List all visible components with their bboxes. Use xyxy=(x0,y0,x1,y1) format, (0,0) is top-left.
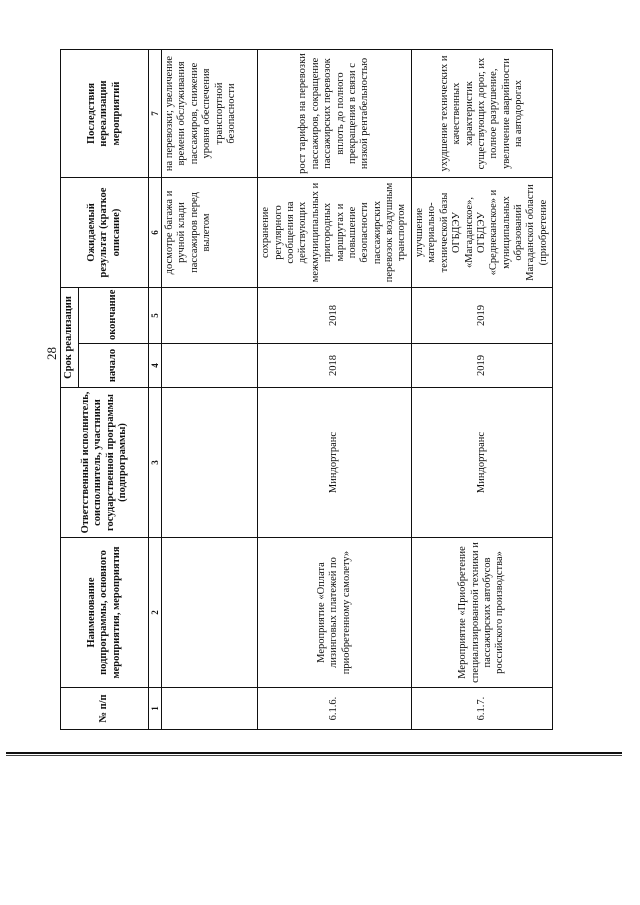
rotated-table-wrapper xyxy=(60,50,549,730)
table-row xyxy=(258,50,412,730)
row-name xyxy=(162,538,258,688)
table-row xyxy=(412,50,553,730)
row-executor: Миндортранс xyxy=(258,388,412,538)
row-name: Мероприятие «Приобретение специализированной техники и пассажирских автобусов российского производства» xyxy=(412,538,553,688)
header-start: начало xyxy=(79,344,149,388)
row-end xyxy=(162,288,258,344)
row-result: улучшение материально-технической базы ОГБДЭУ «Магаданское», ОГБДЭУ «Среднеканское» и муниципальных образований Магаданской области (приобретение xyxy=(412,178,553,288)
program-measures-table xyxy=(60,49,553,730)
row-num xyxy=(162,688,258,730)
column-numbers-row xyxy=(149,50,162,730)
header-end: окончание xyxy=(79,288,149,344)
column-number: 1 xyxy=(149,688,162,730)
table-row xyxy=(162,50,258,730)
column-number: 7 xyxy=(149,50,162,178)
row-result: досмотре багажа и ручной клади пассажиров перед вылетом xyxy=(162,178,258,288)
row-executor xyxy=(162,388,258,538)
column-number: 3 xyxy=(149,388,162,538)
header-consequence: Последствия нереализации мероприятий xyxy=(61,50,149,178)
page-divider xyxy=(6,752,622,754)
header-period: Срок реализации xyxy=(61,288,79,388)
row-consequence: рост тарифов на перевозки пассажиров, сокращение пассажирских перевозок вплоть до полного прекращения в связи с низкой рентабельностью xyxy=(258,50,412,178)
row-start: 2019 xyxy=(412,344,553,388)
page-divider-thin xyxy=(6,755,622,756)
row-start: 2018 xyxy=(258,344,412,388)
row-start xyxy=(162,344,258,388)
row-num: 6.1.6. xyxy=(258,688,412,730)
column-number: 4 xyxy=(149,344,162,388)
column-number: 5 xyxy=(149,288,162,344)
row-num: 6.1.7. xyxy=(412,688,553,730)
column-number: 6 xyxy=(149,178,162,288)
row-consequence: на перевозки; увеличение времени обслуживания пассажиров, снижение уровня обеспечения транспортной безопасности xyxy=(162,50,258,178)
row-executor: Миндортранс xyxy=(412,388,553,538)
header-name: Наименование подпрограммы, основного мероприятия, мероприятия xyxy=(61,538,149,688)
row-result: сохранение регулярного сообщения на действующих межмуниципальных и пригородных маршрутах и повышение безопасности пассажирских перевозок воздушным транспортом xyxy=(258,178,412,288)
header-executor: Ответственный исполнитель, соисполнитель, участники государственной программы (подпрограммы) xyxy=(61,388,149,538)
page-number: 28 xyxy=(44,347,59,360)
row-consequence: ухудшение технических и качественных характеристик существующих дорог, их полное разрушение, увеличение аварийности на автодорогах xyxy=(412,50,553,178)
row-end: 2018 xyxy=(258,288,412,344)
header-num: № п/п xyxy=(61,688,149,730)
header-result: Ожидаемый результат (краткое описание) xyxy=(61,178,149,288)
row-end: 2019 xyxy=(412,288,553,344)
row-name: Мероприятие «Оплата лизинговых платежей по приобретенному самолету» xyxy=(258,538,412,688)
column-number: 2 xyxy=(149,538,162,688)
